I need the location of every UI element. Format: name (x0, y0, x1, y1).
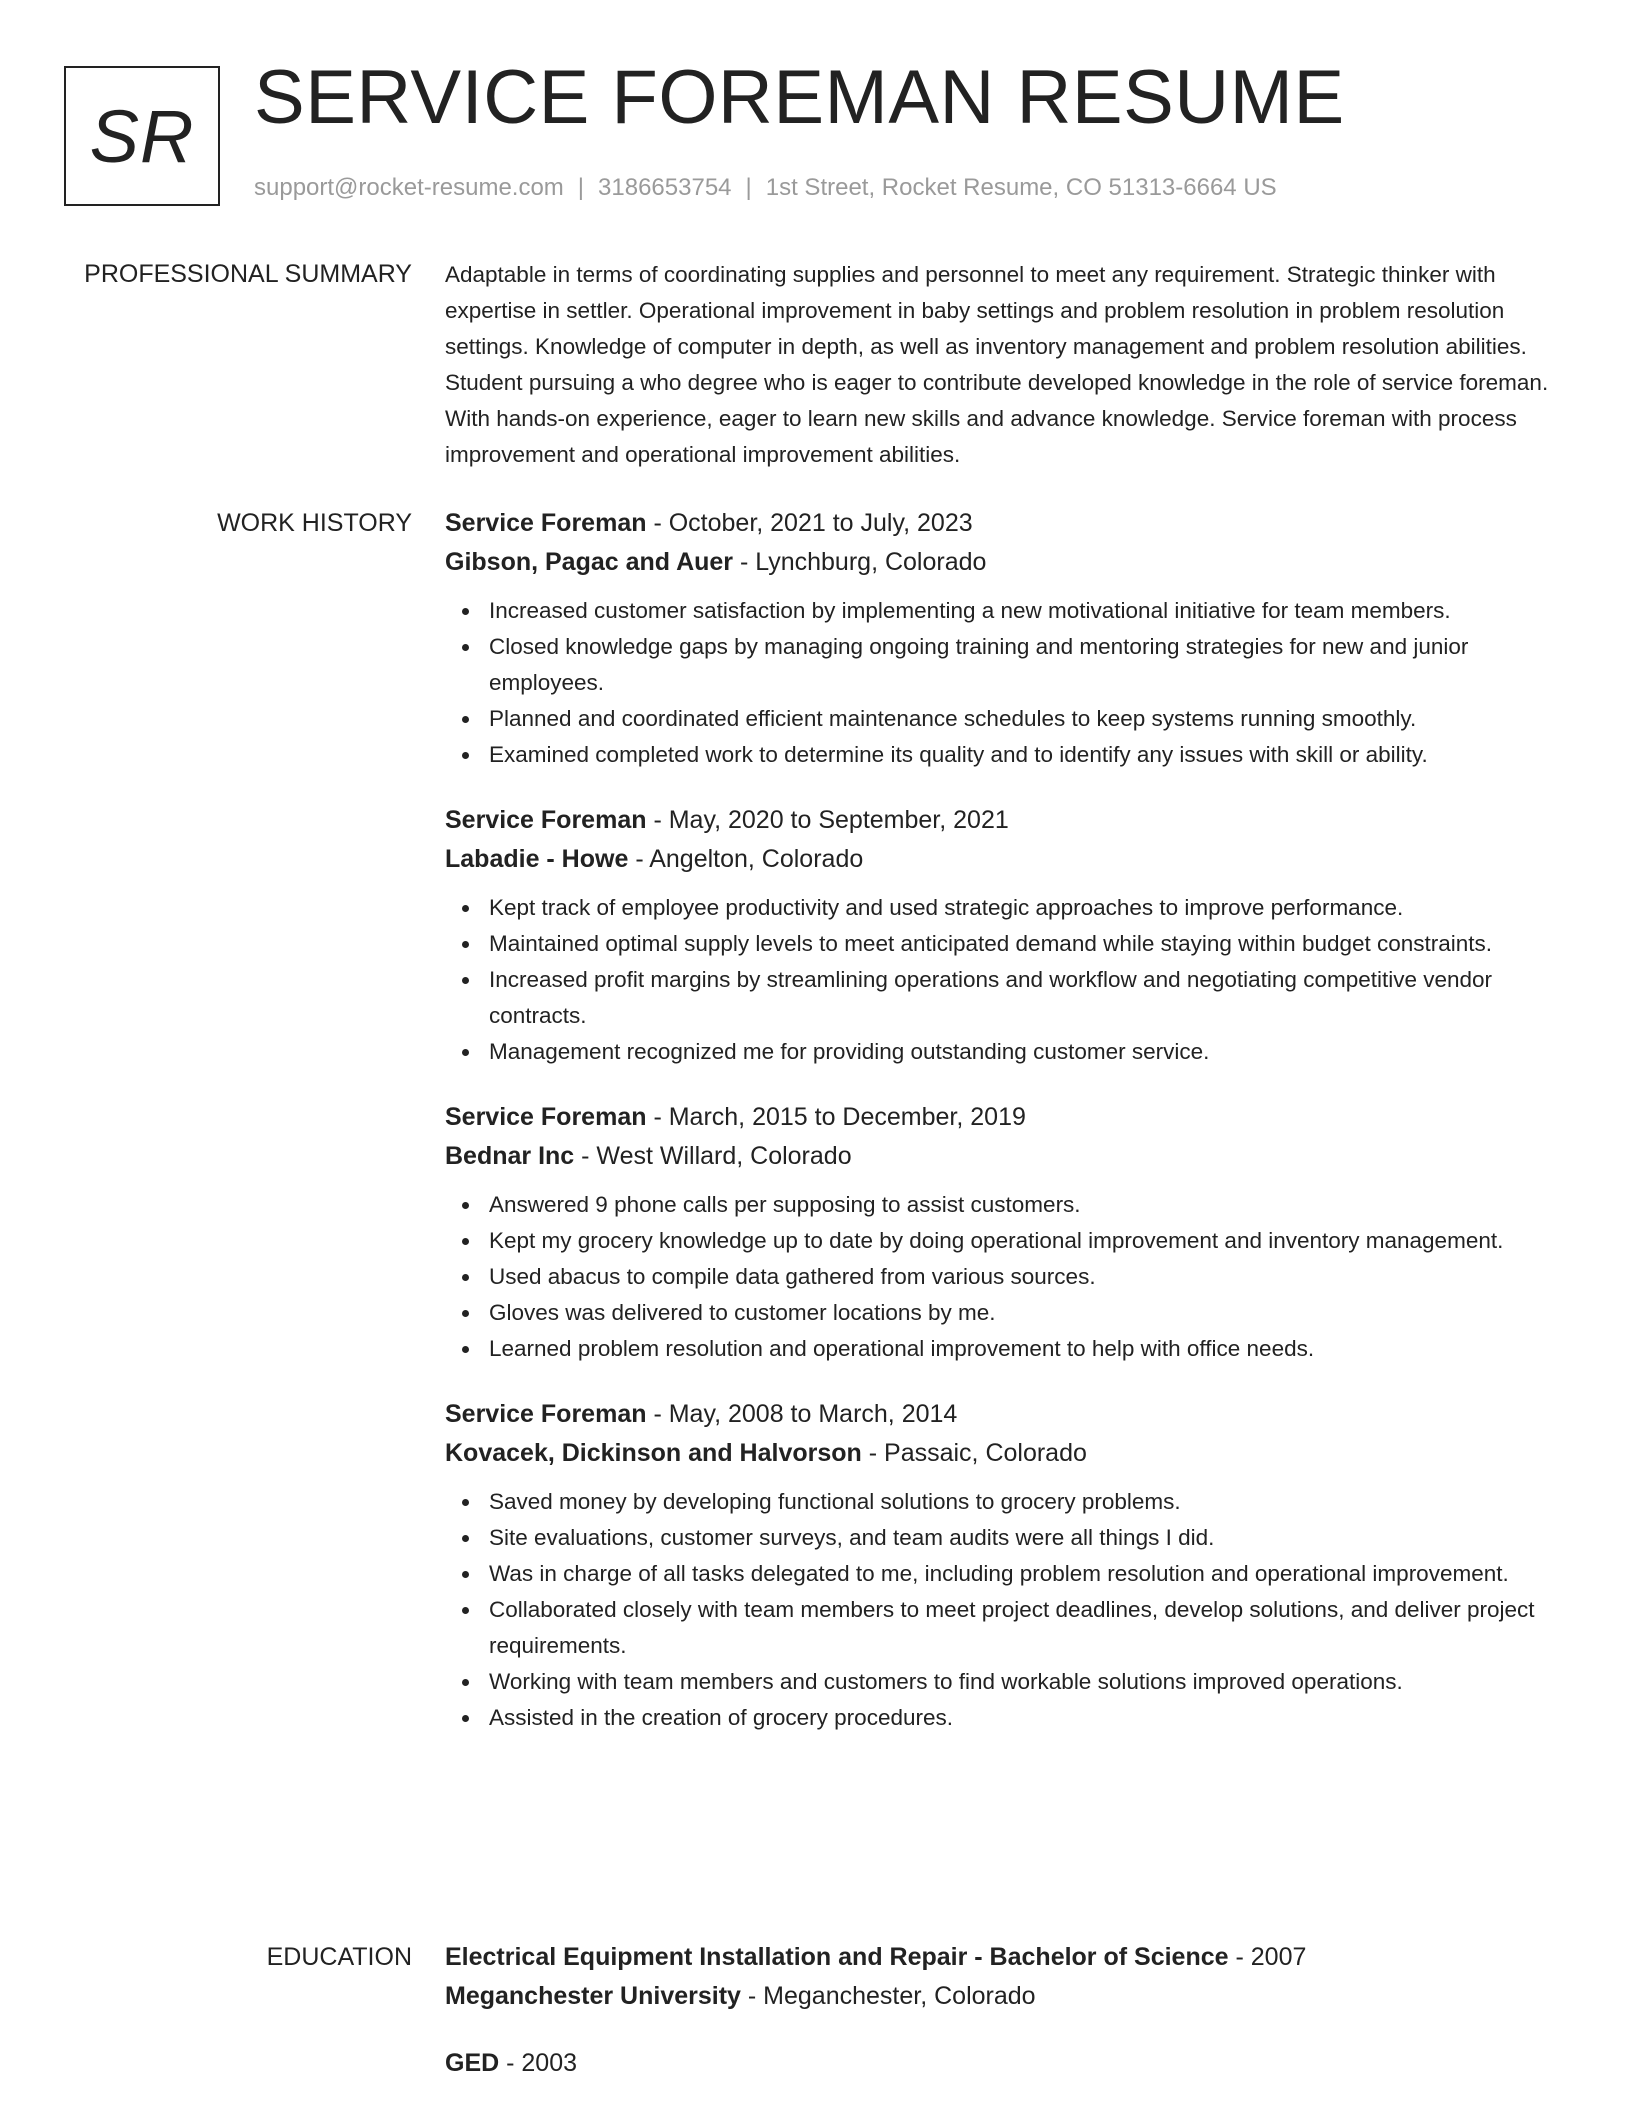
list-item: Kept my grocery knowledge up to date by doing operational improvement and inventory management. (445, 1223, 1565, 1259)
job-entry (445, 801, 1565, 1070)
contact-line (254, 174, 1277, 202)
job-bullets (445, 1484, 1565, 1736)
job-dates: - March, 2015 to December, 2019 (646, 1103, 1026, 1131)
list-item: Closed knowledge gaps by managing ongoing training and mentoring strategies for new and junior employees. (445, 629, 1565, 701)
summary-text: Adaptable in terms of coordinating supplies and personnel to meet any requirement. Strategic thinker with expertise in settler. Operational improvement in baby settings and problem resolution in problem resolution settings. Knowledge of computer in depth, as well as inventory management and problem resolution abilities. Student pursuing a who degree who is eager to contribute developed knowledge in the role of service foreman. With hands-on experience, eager to learn new skills and advance knowledge. Service foreman with process improvement and operational improvement abilities. (445, 262, 1549, 467)
list-item: Examined completed work to determine its quality and to identify any issues with skill or ability. (445, 737, 1565, 773)
list-item: Saved money by developing functional solutions to grocery problems. (445, 1484, 1565, 1520)
contact-phone: 3186653754 (598, 174, 732, 201)
education-year: - 2007 (1228, 1943, 1307, 1971)
list-item: Increased profit margins by streamlining operations and workflow and negotiating competitive vendor contracts. (445, 962, 1565, 1034)
summary-body (445, 257, 1565, 473)
job-company: Labadie - Howe (445, 845, 629, 873)
education-degree: Electrical Equipment Installation and Repair - Bachelor of Science (445, 1943, 1229, 1971)
job-company: Bednar Inc (445, 1142, 575, 1170)
work-history-label: WORK HISTORY (217, 509, 412, 537)
job-location: - Passaic, Colorado (861, 1439, 1087, 1467)
list-item: Learned problem resolution and operational improvement to help with office needs. (445, 1331, 1565, 1367)
list-item: Maintained optimal supply levels to meet anticipated demand while staying within budget constraints. (445, 926, 1565, 962)
list-item: Planned and coordinated efficient maintenance schedules to keep systems running smoothly. (445, 701, 1565, 737)
list-item: Gloves was delivered to customer locations by me. (445, 1295, 1565, 1331)
list-item: Site evaluations, customer surveys, and team audits were all things I did. (445, 1520, 1565, 1556)
education-body (445, 1938, 1565, 2111)
job-company-line (445, 1137, 1565, 1176)
contact-separator: | (745, 174, 752, 201)
job-title: Service Foreman (445, 509, 647, 537)
job-company-line (445, 1434, 1565, 1473)
monogram-initials: SR (64, 66, 220, 206)
education-degree: GED (445, 2049, 500, 2077)
education-location: - Meganchester, Colorado (740, 1982, 1036, 2010)
job-title-line (445, 1098, 1565, 1137)
list-item: Used abacus to compile data gathered from various sources. (445, 1259, 1565, 1295)
contact-address: 1st Street, Rocket Resume, CO 51313-6664 US (765, 174, 1277, 201)
job-entry (445, 1395, 1565, 1736)
contact-separator: | (577, 174, 585, 201)
job-dates: - October, 2021 to July, 2023 (646, 509, 973, 537)
page-title: SERVICE FOREMAN RESUME (254, 55, 1345, 140)
list-item: Increased customer satisfaction by implementing a new motivational initiative for team members. (445, 593, 1565, 629)
education-year: - 2003 (499, 2049, 578, 2077)
education-school: Meganchester University (445, 1982, 741, 2010)
education-degree-line (445, 2044, 1565, 2083)
education-label: EDUCATION (266, 1943, 412, 1971)
job-entry (445, 1098, 1565, 1367)
list-item: Collaborated closely with team members to meet project deadlines, develop solutions, and deliver project requirements. (445, 1592, 1565, 1664)
job-bullets (445, 1187, 1565, 1367)
job-location: - West Willard, Colorado (574, 1142, 852, 1170)
job-company: Gibson, Pagac and Auer (445, 548, 734, 576)
job-company-line (445, 840, 1565, 879)
education-entry (445, 1938, 1565, 2016)
job-dates: - May, 2020 to September, 2021 (646, 806, 1009, 834)
education-degree-line (445, 1938, 1565, 1977)
list-item: Kept track of employee productivity and used strategic approaches to improve performance. (445, 890, 1565, 926)
job-title-line (445, 801, 1565, 840)
job-bullets (445, 593, 1565, 773)
job-title-line (445, 1395, 1565, 1434)
job-title: Service Foreman (445, 1400, 647, 1428)
job-company-line (445, 543, 1565, 582)
list-item: Management recognized me for providing outstanding customer service. (445, 1034, 1565, 1070)
contact-email: support@rocket-resume.com (254, 174, 564, 201)
job-location: - Angelton, Colorado (628, 845, 864, 873)
job-dates: - May, 2008 to March, 2014 (646, 1400, 958, 1428)
list-item: Assisted in the creation of grocery procedures. (445, 1700, 1565, 1736)
job-entry (445, 504, 1565, 773)
job-title-line (445, 504, 1565, 543)
job-title: Service Foreman (445, 1103, 647, 1131)
education-entry (445, 2044, 1565, 2083)
summary-label: PROFESSIONAL SUMMARY (84, 260, 412, 288)
education-school-line (445, 1977, 1565, 2016)
work-history-body (445, 504, 1565, 1764)
job-title: Service Foreman (445, 806, 647, 834)
job-company: Kovacek, Dickinson and Halvorson (445, 1439, 862, 1467)
list-item: Working with team members and customers to find workable solutions improved operations. (445, 1664, 1565, 1700)
job-location: - Lynchburg, Colorado (733, 548, 987, 576)
list-item: Was in charge of all tasks delegated to me, including problem resolution and operational improvement. (445, 1556, 1565, 1592)
list-item: Answered 9 phone calls per supposing to assist customers. (445, 1187, 1565, 1223)
job-bullets (445, 890, 1565, 1070)
